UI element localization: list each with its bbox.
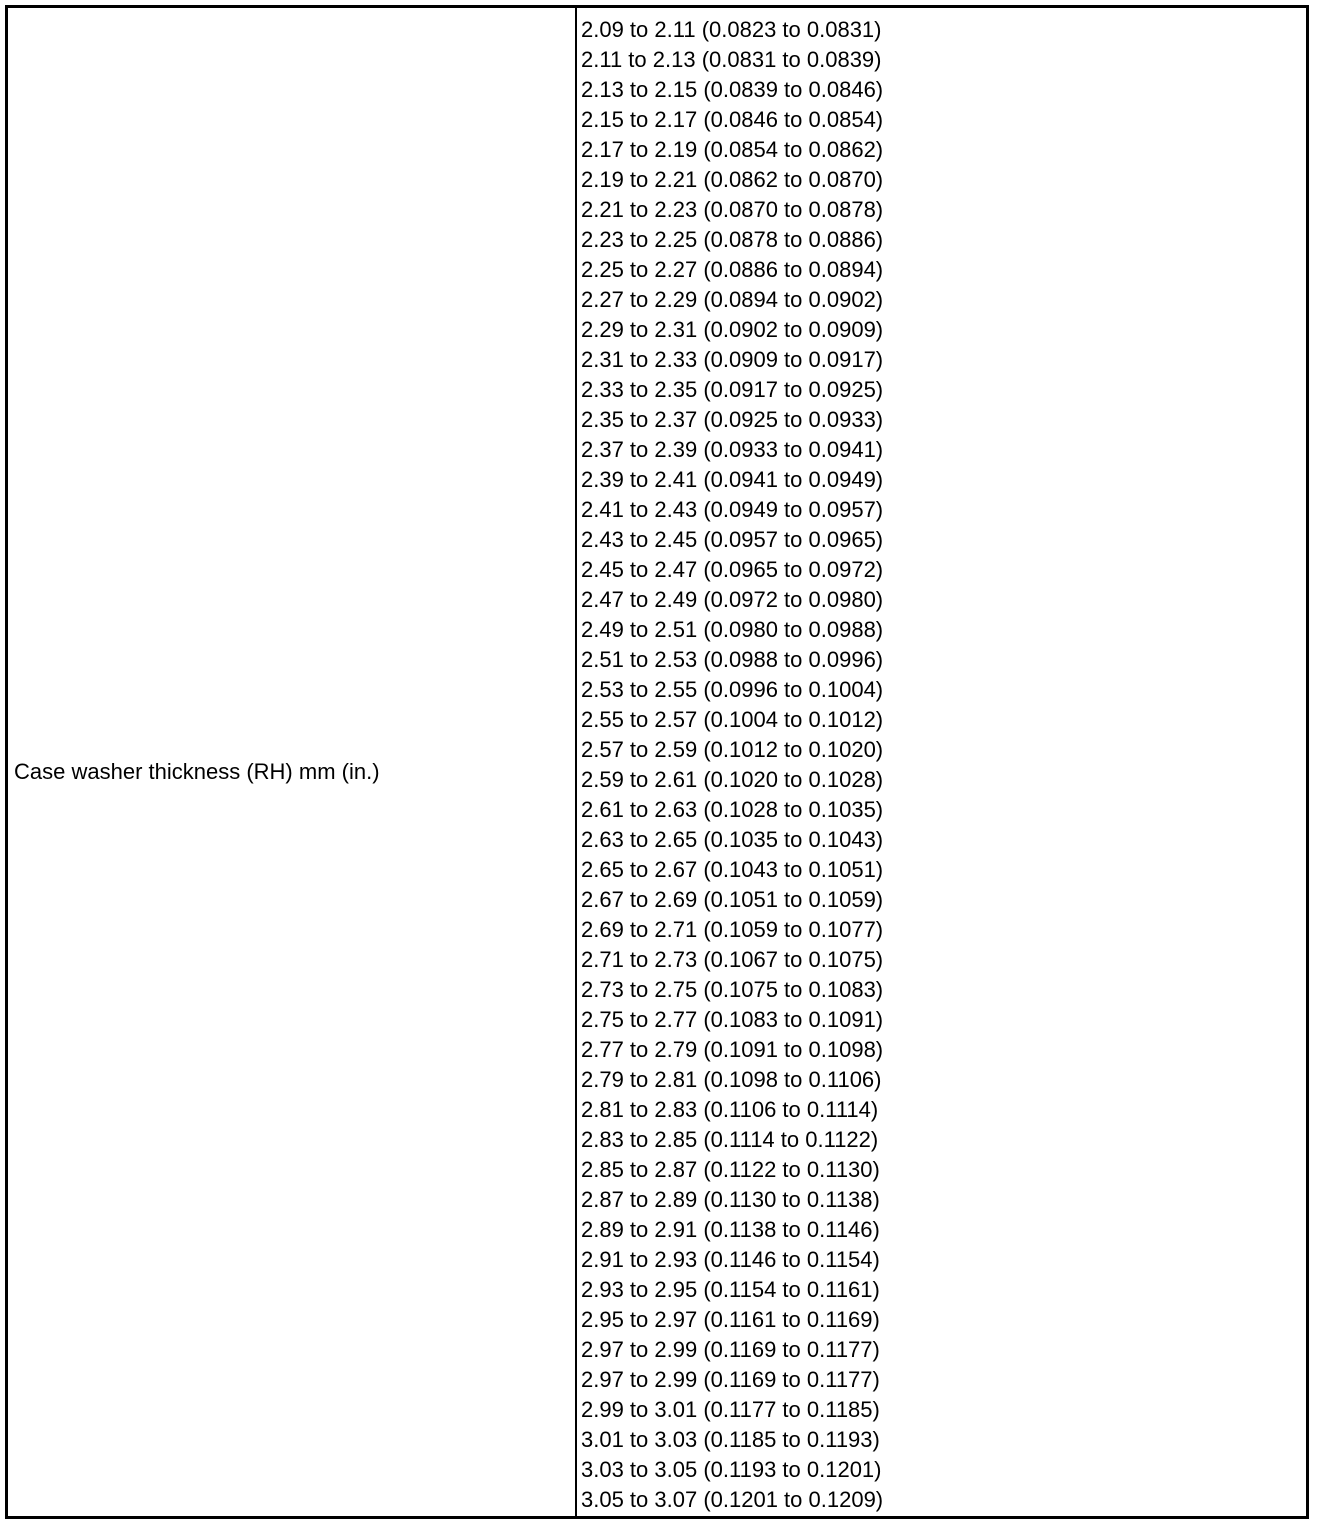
- value-line: 2.13 to 2.15 (0.0839 to 0.0846): [581, 77, 884, 102]
- value-line: 2.91 to 2.93 (0.1146 to 0.1154): [581, 1247, 880, 1272]
- value-line: 2.43 to 2.45 (0.0957 to 0.0965): [581, 527, 884, 552]
- value-line: 2.93 to 2.95 (0.1154 to 0.1161): [581, 1277, 880, 1302]
- value-line: 2.53 to 2.55 (0.0996 to 0.1004): [581, 677, 884, 702]
- value-line: 2.29 to 2.31 (0.0902 to 0.0909): [581, 317, 884, 342]
- value-line: 3.03 to 3.05 (0.1193 to 0.1201): [581, 1457, 882, 1482]
- value-line: 2.55 to 2.57 (0.1004 to 0.1012): [581, 707, 884, 732]
- value-line: 2.23 to 2.25 (0.0878 to 0.0886): [581, 227, 884, 252]
- value-line: 2.97 to 2.99 (0.1169 to 0.1177): [581, 1337, 880, 1362]
- spec-label: Case washer thickness (RH) mm (in.): [14, 759, 380, 784]
- value-line: 2.45 to 2.47 (0.0965 to 0.0972): [581, 557, 884, 582]
- value-line: 2.89 to 2.91 (0.1138 to 0.1146): [581, 1217, 880, 1242]
- value-line: 2.37 to 2.39 (0.0933 to 0.0941): [581, 437, 884, 462]
- value-line: 2.17 to 2.19 (0.0854 to 0.0862): [581, 137, 884, 162]
- value-line: 2.69 to 2.71 (0.1059 to 0.1077): [581, 917, 884, 942]
- value-line: 2.81 to 2.83 (0.1106 to 0.1114): [581, 1097, 879, 1122]
- value-line: 2.59 to 2.61 (0.1020 to 0.1028): [581, 767, 884, 792]
- value-line: 2.25 to 2.27 (0.0886 to 0.0894): [581, 257, 884, 282]
- value-line: 2.67 to 2.69 (0.1051 to 0.1059): [581, 887, 884, 912]
- value-line: 2.87 to 2.89 (0.1130 to 0.1138): [581, 1187, 880, 1212]
- value-line: 2.97 to 2.99 (0.1169 to 0.1177): [581, 1367, 880, 1392]
- value-line: 2.21 to 2.23 (0.0870 to 0.0878): [581, 197, 884, 222]
- value-line: 2.95 to 2.97 (0.1161 to 0.1169): [581, 1307, 880, 1332]
- value-line: 2.27 to 2.29 (0.0894 to 0.0902): [581, 287, 884, 312]
- value-line: 2.75 to 2.77 (0.1083 to 0.1091): [581, 1007, 884, 1032]
- value-line: 2.99 to 3.01 (0.1177 to 0.1185): [581, 1397, 880, 1422]
- value-line: 2.73 to 2.75 (0.1075 to 0.1083): [581, 977, 884, 1002]
- value-line: 2.33 to 2.35 (0.0917 to 0.0925): [581, 377, 884, 402]
- value-line: 2.57 to 2.59 (0.1012 to 0.1020): [581, 737, 884, 762]
- value-line: 2.11 to 2.13 (0.0831 to 0.0839): [581, 47, 882, 72]
- value-line: 2.63 to 2.65 (0.1035 to 0.1043): [581, 827, 884, 852]
- value-line: 2.47 to 2.49 (0.0972 to 0.0980): [581, 587, 884, 612]
- value-line: 2.85 to 2.87 (0.1122 to 0.1130): [581, 1157, 880, 1182]
- value-line: 2.35 to 2.37 (0.0925 to 0.0933): [581, 407, 884, 432]
- value-line: 3.01 to 3.03 (0.1185 to 0.1193): [581, 1427, 880, 1452]
- value-line: 2.09 to 2.11 (0.0823 to 0.0831): [581, 17, 882, 42]
- value-line: 2.41 to 2.43 (0.0949 to 0.0957): [581, 497, 884, 522]
- value-line: 2.19 to 2.21 (0.0862 to 0.0870): [581, 167, 884, 192]
- value-line: 2.51 to 2.53 (0.0988 to 0.0996): [581, 647, 884, 672]
- value-line: 2.65 to 2.67 (0.1043 to 0.1051): [581, 857, 884, 882]
- value-line: 2.77 to 2.79 (0.1091 to 0.1098): [581, 1037, 884, 1062]
- value-line: 2.61 to 2.63 (0.1028 to 0.1035): [581, 797, 884, 822]
- value-line: 2.31 to 2.33 (0.0909 to 0.0917): [581, 347, 884, 372]
- value-line: 2.71 to 2.73 (0.1067 to 0.1075): [581, 947, 884, 972]
- value-line: 2.15 to 2.17 (0.0846 to 0.0854): [581, 107, 884, 132]
- value-line: 2.49 to 2.51 (0.0980 to 0.0988): [581, 617, 884, 642]
- spec-table: [5, 5, 1309, 1519]
- label-cell: [8, 8, 577, 1516]
- value-line: 3.05 to 3.07 (0.1201 to 0.1209): [581, 1487, 884, 1512]
- value-line: 2.79 to 2.81 (0.1098 to 0.1106): [581, 1067, 882, 1092]
- value-line: 2.83 to 2.85 (0.1114 to 0.1122): [581, 1127, 879, 1152]
- values-cell: [577, 8, 1306, 1516]
- value-line: 2.39 to 2.41 (0.0941 to 0.0949): [581, 467, 884, 492]
